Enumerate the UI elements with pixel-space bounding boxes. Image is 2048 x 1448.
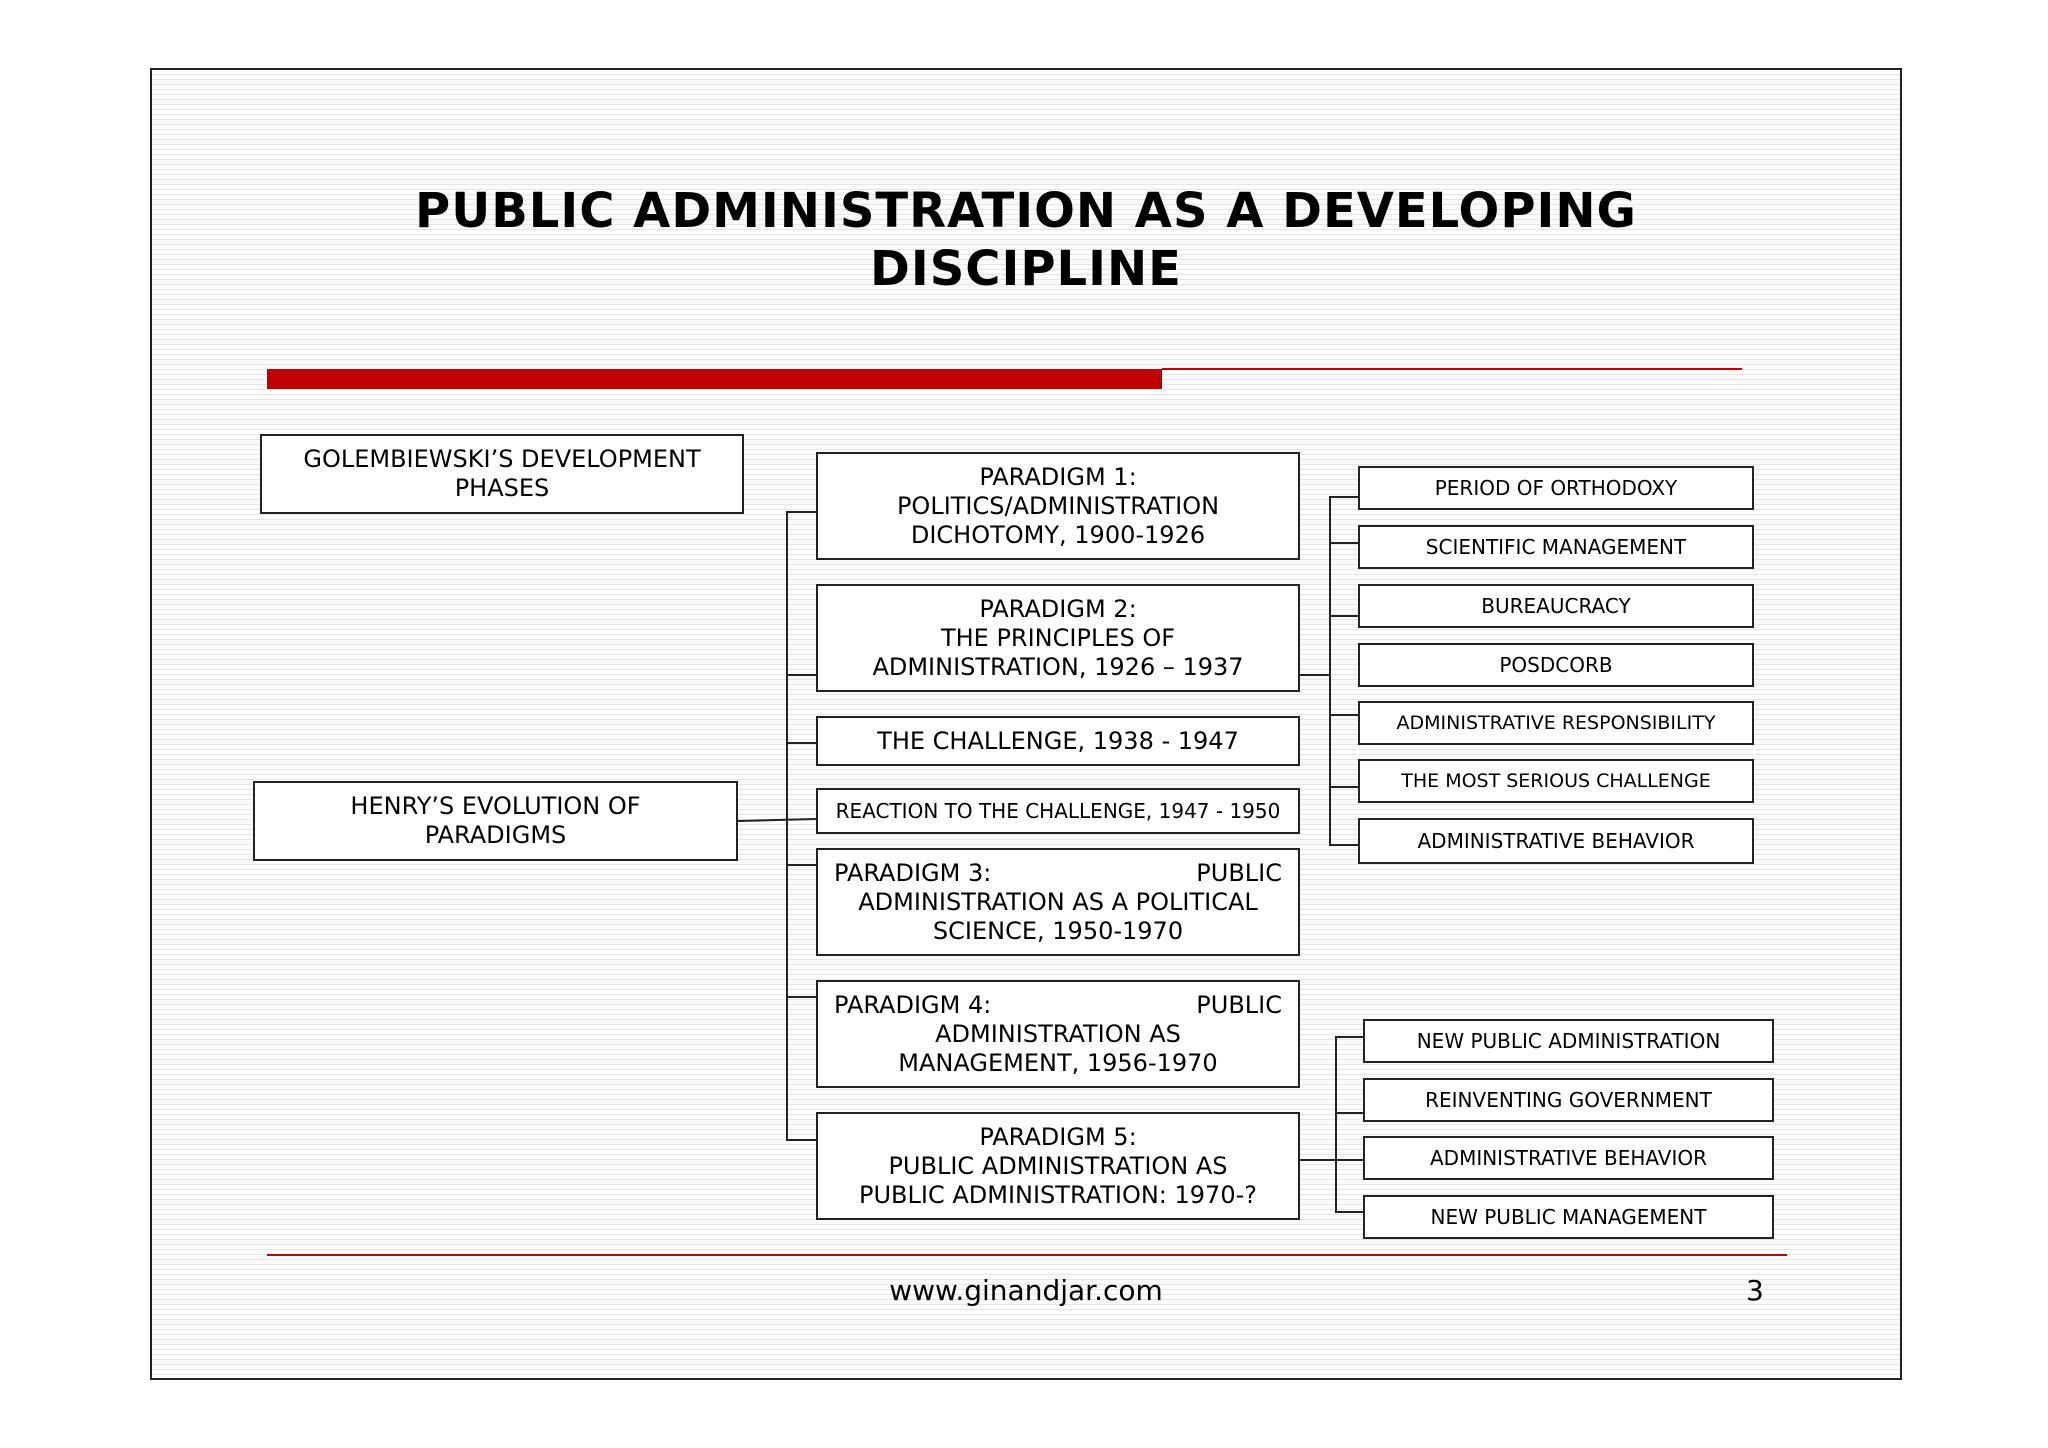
- right-top-item: POSDCORB: [1499, 652, 1613, 677]
- slide-title-line2: DISCIPLINE: [870, 241, 1182, 297]
- scientific-management-box: [1358, 525, 1754, 569]
- p2-right-connector: [1300, 674, 1330, 676]
- middle-tick-4: [786, 864, 816, 866]
- title-accent-bar-thick: [267, 369, 1162, 389]
- paradigm-1-box: [816, 452, 1300, 560]
- right-top-tick: [1329, 496, 1358, 498]
- right-top-tick: [1329, 615, 1358, 617]
- paradigm-4-rest: ADMINISTRATION AS MANAGEMENT, 1956-1970: [898, 1019, 1218, 1077]
- paradigm-4-box: [816, 980, 1300, 1088]
- right-bottom-item: REINVENTING GOVERNMENT: [1425, 1087, 1712, 1112]
- right-bottom-item: NEW PUBLIC MANAGEMENT: [1430, 1204, 1707, 1229]
- paradigm-3-box: [816, 848, 1300, 956]
- reaction-label: REACTION TO THE CHALLENGE, 1947 - 1950: [835, 798, 1281, 823]
- page-number: 3: [1746, 1274, 1764, 1307]
- paradigm-2-label: PARADIGM 2: THE PRINCIPLES OF ADMINISTRATION, 1926 – 1937: [872, 594, 1244, 681]
- footer-url: www.ginandjar.com: [889, 1274, 1163, 1307]
- middle-bracket-spine: [786, 511, 788, 1141]
- title-accent-bar-thin: [1162, 368, 1742, 370]
- henry-connector: [738, 818, 816, 822]
- p5-right-connector: [1300, 1159, 1336, 1161]
- period-of-orthodoxy-box: [1358, 466, 1754, 510]
- right-bottom-bracket-spine: [1335, 1036, 1337, 1213]
- paradigm-2-box: [816, 584, 1300, 692]
- paradigm-3-text: [834, 859, 1282, 946]
- paradigm-4-head-left: PARADIGM 4:: [834, 990, 992, 1019]
- slide-title-line1: PUBLIC ADMINISTRATION AS A DEVELOPING: [415, 183, 1637, 239]
- right-top-tick: [1329, 786, 1358, 788]
- right-top-item: SCIENTIFIC MANAGEMENT: [1425, 534, 1687, 559]
- paradigm-3-rest: ADMINISTRATION AS A POLITICAL SCIENCE, 1950-1970: [858, 887, 1258, 945]
- right-bottom-tick: [1335, 1211, 1363, 1213]
- right-bottom-tick: [1335, 1036, 1363, 1038]
- right-top-item: ADMINISTRATIVE BEHAVIOR: [1417, 828, 1695, 853]
- paradigm-3-head-right: PUBLIC: [1196, 858, 1282, 887]
- middle-tick-3: [786, 742, 816, 744]
- golembiewski-box: [260, 434, 744, 514]
- right-top-item: BUREAUCRACY: [1481, 593, 1631, 618]
- right-bottom-item: ADMINISTRATIVE BEHAVIOR: [1429, 1145, 1708, 1170]
- administrative-behavior-box: [1358, 818, 1754, 864]
- reaction-box: [816, 788, 1300, 834]
- paradigm-5-label: PARADIGM 5: PUBLIC ADMINISTRATION AS PUBLIC ADMINISTRATION: 1970-?: [859, 1122, 1257, 1209]
- middle-tick-6: [786, 1139, 816, 1141]
- right-top-tick: [1329, 844, 1358, 846]
- new-public-management-box: [1363, 1195, 1774, 1239]
- administrative-behavior-2-box: [1363, 1136, 1774, 1180]
- right-top-tick: [1329, 714, 1358, 716]
- right-top-item: PERIOD OF ORTHODOXY: [1434, 475, 1678, 500]
- right-top-item: ADMINISTRATIVE RESPONSIBILITY: [1396, 711, 1716, 734]
- paradigm-3-head-left: PARADIGM 3:: [834, 858, 992, 887]
- reinventing-government-box: [1363, 1078, 1774, 1122]
- right-bottom-tick: [1335, 1112, 1363, 1114]
- right-bottom-tick: [1335, 1159, 1363, 1161]
- paradigm-5-box: [816, 1112, 1300, 1220]
- right-top-bracket-spine: [1329, 496, 1331, 845]
- challenge-label: THE CHALLENGE, 1938 - 1947: [877, 726, 1239, 755]
- right-bottom-item: NEW PUBLIC ADMINISTRATION: [1416, 1028, 1721, 1053]
- challenge-box: [816, 716, 1300, 766]
- posdcorb-box: [1358, 643, 1754, 687]
- middle-tick-5: [786, 996, 816, 998]
- henry-label: HENRY’S EVOLUTION OF PARADIGMS: [350, 792, 641, 849]
- paradigm-4-head-right: PUBLIC: [1196, 990, 1282, 1019]
- middle-tick-2: [786, 674, 816, 676]
- administrative-responsibility-box: [1358, 701, 1754, 745]
- henry-box: [253, 781, 738, 861]
- middle-tick-1: [786, 511, 816, 513]
- bureaucracy-box: [1358, 584, 1754, 628]
- right-top-tick: [1329, 542, 1358, 544]
- golembiewski-label: GOLEMBIEWSKI’S DEVELOPMENT PHASES: [303, 445, 701, 502]
- right-top-item: THE MOST SERIOUS CHALLENGE: [1401, 769, 1711, 792]
- footer-rule: [267, 1254, 1787, 1256]
- slide: [150, 68, 1902, 1380]
- most-serious-challenge-box: [1358, 759, 1754, 803]
- paradigm-1-label: PARADIGM 1: POLITICS/ADMINISTRATION DICHOTOMY, 1900-1926: [896, 462, 1220, 549]
- new-public-administration-box: [1363, 1019, 1774, 1063]
- paradigm-4-text: [834, 991, 1282, 1078]
